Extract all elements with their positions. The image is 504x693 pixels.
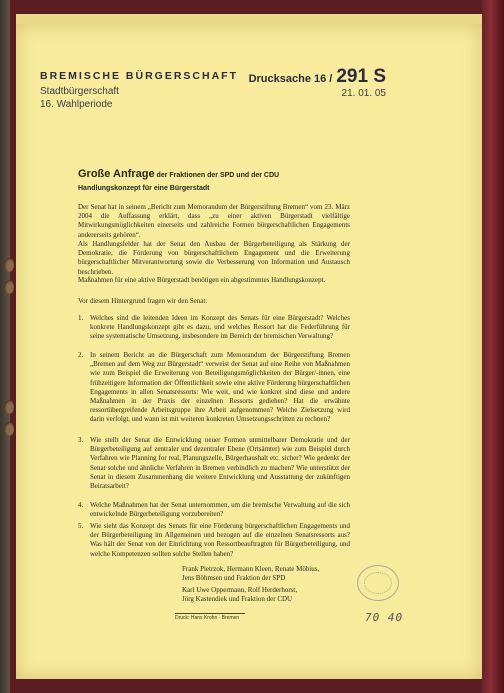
question-text: Welches sind die leitenden Ideen im Konzept des Senats für eine Bürgerstadt? Welches konkrete Handlungskonzept gibt es dazu, und welches Ressort hat die Federführung für seine systematische Umsetzung, insbesondere im Bereich der bremischen Verwaltung? (90, 314, 350, 341)
question-text: Wie stellt der Senat die Entwicklung neuer Formen unmittelbarer Demokratie und der Bürgerbeteiligung auf zentraler und dezentraler Ebene (Ortsämter) wie zum Beispiel durch Verfahren wie Planning for real, Planungszelle, Bürgerhaushalt etc. sicher? Wie gedenkt der Senat solche und ähnliche Verfahren in Bremen verbindlich zu machen? Wie unterstützt der Senat in diesem Zusammenhang die weitere Entwicklung und Ausstattung der zukünftigen Beiratsarbeit? (90, 436, 350, 491)
folder-edge (482, 0, 504, 693)
question-number: 3. (78, 436, 84, 444)
question-number: 1. (78, 314, 84, 322)
question-number: 2. (78, 351, 84, 359)
signature-line: Jens Böhmsen und Fraktion der SPD (182, 574, 286, 582)
signature-line: Karl Uwe Oppermann, Rolf Herderhorst, (182, 586, 298, 594)
doc-label: Drucksache 16 / (248, 73, 333, 85)
punch-hole-icon (4, 400, 14, 414)
handwritten-note: 70 40 (365, 611, 404, 624)
header-right (249, 66, 386, 99)
punch-hole-icon (4, 258, 14, 272)
signature-line: Jörg Kastendiek und Fraktion der CDU (182, 595, 293, 603)
title-rest: der Fraktionen der SPD und der CDU (154, 172, 280, 179)
header-left (40, 70, 238, 111)
question-text: In seinem Bericht an die Bürgerschaft zum Memorandum der Bürgerstiftung Bremen „Bremen auf dem Weg zur Bürgerstadt“ verweist der Senat auf eine Reihe von Maßnahmen wie zum Beispiel die Erweiterung von Beteiligungsmöglichkeiten der Bürger/-innen, eine frühzeitigere Information der Öffentlichkeit sowie eine aktive Förderung bürgerschaftlichen Engagements in allen Senatsressorts: Wie weit, und wie konkret sind diese und andere Maßnahmen in der Praxis der einzelnen Ressorts gediehen? Hat die erwähnte ressortübergreifende Arbeitsgruppe ihre Arbeit aufgenommen? Welche Zielsetzung wird darin verfolgt, und wann ist mit weiteren konkreten Umsetzungsschritten zu rechnen? (90, 351, 350, 424)
print-footer: Druck: Hans Krohn · Bremen (175, 613, 245, 621)
intro-paragraph: Der Senat hat in seinem „Bericht zum Memorandum der Bürgerstiftung Bremen“ vom 23. März 2004 die Auffassung erklärt, dass „zu einer aktiven Bürgerstadt vielfältige Mitwirkungsmöglichkeiten einerseits und zahlreiche Formen bürgerschaftlichen Engagements andererseits gehören“. (78, 203, 350, 239)
question-number: 4. (78, 501, 84, 509)
doc-date: 21. 01. 05 (341, 88, 386, 99)
punch-hole-icon (4, 280, 14, 294)
signature-line: Frank Pietrzok, Hermann Kleen, Renate Möbius, (182, 565, 320, 573)
intro-paragraph: Als Handlungsfelder hat der Senat den Ausbau der Bürgerbeteiligung als Stärkung der Demokratie, die Förderung von bürgerschaftlichem Engagement und die Erweiterung bürgerschaftlicher Mitverantwortung sowie die Verbesserung von Information und Austausch beschrieben. (78, 240, 350, 276)
legislative-period: 16. Wahlperiode (40, 99, 113, 110)
question-text: Wie sieht das Konzept des Senats für eine Förderung bürgerschaftlichen Engagements und der Bürgerbeteiligung im Allgemeinen und bezogen auf die einzelnen Senatsressorts aus? Was hält der Senat von der Einrichtung von Ressortbeauftragten für Bürgerbeteiligung, und welche Kompetenzen sollten solche Stellen haben? (90, 522, 350, 558)
question-number: 5. (78, 522, 84, 530)
document-title (78, 164, 279, 182)
org-name: BREMISCHE BÜRGERSCHAFT (40, 70, 239, 82)
document-subtitle: Handlungskonzept für eine Bürgerstadt (78, 185, 210, 192)
stamp-icon (357, 565, 399, 601)
title-main: Große Anfrage (78, 168, 155, 180)
intro-paragraph: Vor diesem Hintergrund fragen wir den Senat: (78, 297, 208, 305)
intro-paragraph: Maßnahmen für eine aktive Bürgerstadt benötigen ein abgestimmtes Handlungskonzept. (78, 276, 326, 284)
question-text: Welche Maßnahmen hat der Senat unternommen, um die bremische Verwaltung auf die sich entwickelnde Bürgerbeteiligung vorzubereiten? (90, 501, 350, 519)
doc-number: 291 S (336, 66, 386, 87)
chamber-name: Stadtbürgerschaft (40, 86, 119, 97)
punch-hole-icon (4, 422, 14, 436)
